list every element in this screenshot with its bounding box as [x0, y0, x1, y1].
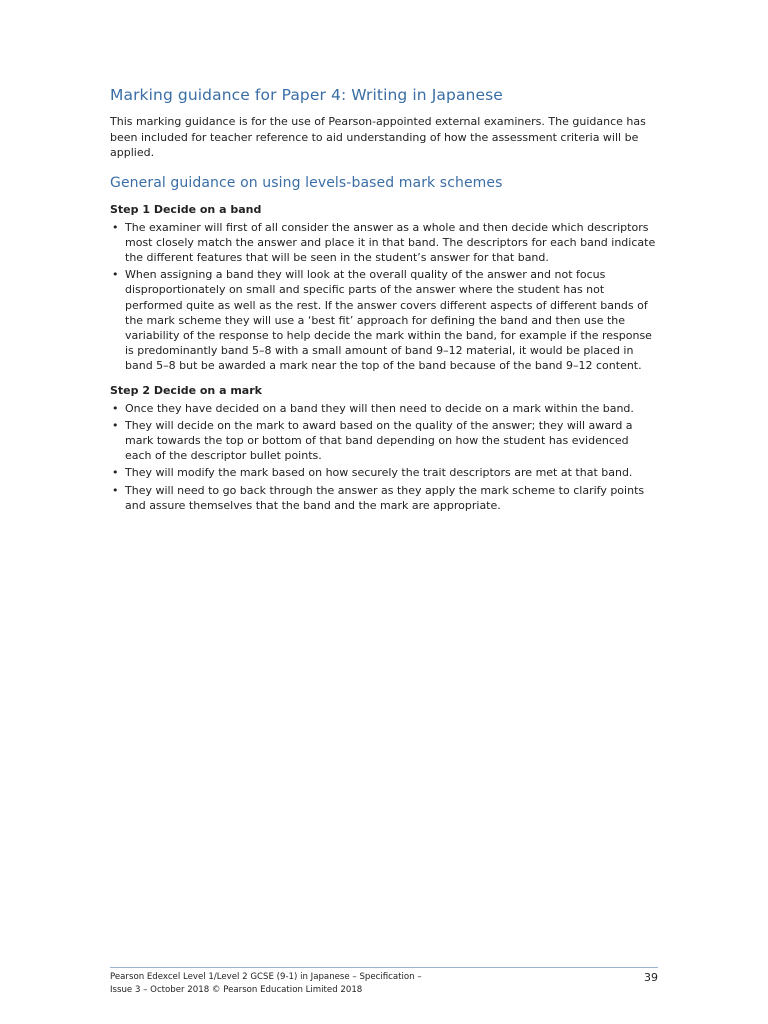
list-item [110, 418, 658, 464]
step1-list [110, 220, 658, 374]
list-item [110, 267, 658, 373]
footer-line-2: Issue 3 – October 2018 © Pearson Education Limited 2018 [110, 985, 363, 995]
bullet-icon: • [112, 466, 119, 480]
list-item-text: They will need to go back through the answer as they apply the mark scheme to clarify points and assure themselves that the band and the mark are appropriate. [125, 483, 645, 512]
step2-list [110, 401, 658, 513]
page-content [110, 86, 658, 523]
page-title: Marking guidance for Paper 4: Writing in Japanese [110, 86, 503, 104]
bullet-icon: • [112, 418, 119, 432]
list-item [110, 401, 658, 416]
list-item-text: The examiner will first of all consider the answer as a whole and then decide which descriptors most closely match the answer and place it in that band. The descriptors for each band indicate the different features that will be seen in the student’s answer for that band. [125, 220, 656, 264]
page-footer [110, 967, 658, 997]
bullet-icon: • [112, 401, 119, 415]
section-heading: General guidance on using levels-based mark schemes [110, 174, 503, 191]
bullet-icon: • [112, 220, 119, 234]
list-item [110, 465, 658, 480]
bullet-icon: • [112, 483, 119, 497]
step2-heading: Step 2 Decide on a mark [110, 383, 262, 397]
list-item-text: Once they have decided on a band they will then need to decide on a mark within the band. [125, 401, 634, 415]
intro-paragraph: This marking guidance is for the use of Pearson-appointed external examiners. The guidance has been included for teacher reference to aid understanding of how the assessment criteria will be applied. [110, 115, 646, 159]
page-number: 39 [644, 971, 658, 984]
bullet-icon: • [112, 268, 119, 282]
footer-line-1: Pearson Edexcel Level 1/Level 2 GCSE (9-1) in Japanese – Specification – [110, 972, 422, 982]
list-item [110, 220, 658, 266]
list-item-text: They will decide on the mark to award based on the quality of the answer; they will award a mark towards the top or bottom of that band depending on how the student has evidenced each of the descriptor bullet points. [125, 418, 633, 463]
list-item [110, 483, 658, 513]
list-item-text: They will modify the mark based on how securely the trait descriptors are met at that band. [125, 466, 633, 480]
list-item-text: When assigning a band they will look at the overall quality of the answer and not focus disproportionately on small and specific parts of the answer where the student has not performed quite as well as the rest. If the answer covers different aspects of different bands of the mark scheme they will use a ‘best fit’ approach for defining the band and then use the variability of the response to help decide the mark within the band, for example if the response is predominantly band 5–8 with a small amount of band 9–12 material, it would be placed in band 5–8 but be awarded a mark near the top of the band because of the band 9–12 content. [125, 268, 652, 373]
step1-heading: Step 1 Decide on a band [110, 202, 262, 216]
